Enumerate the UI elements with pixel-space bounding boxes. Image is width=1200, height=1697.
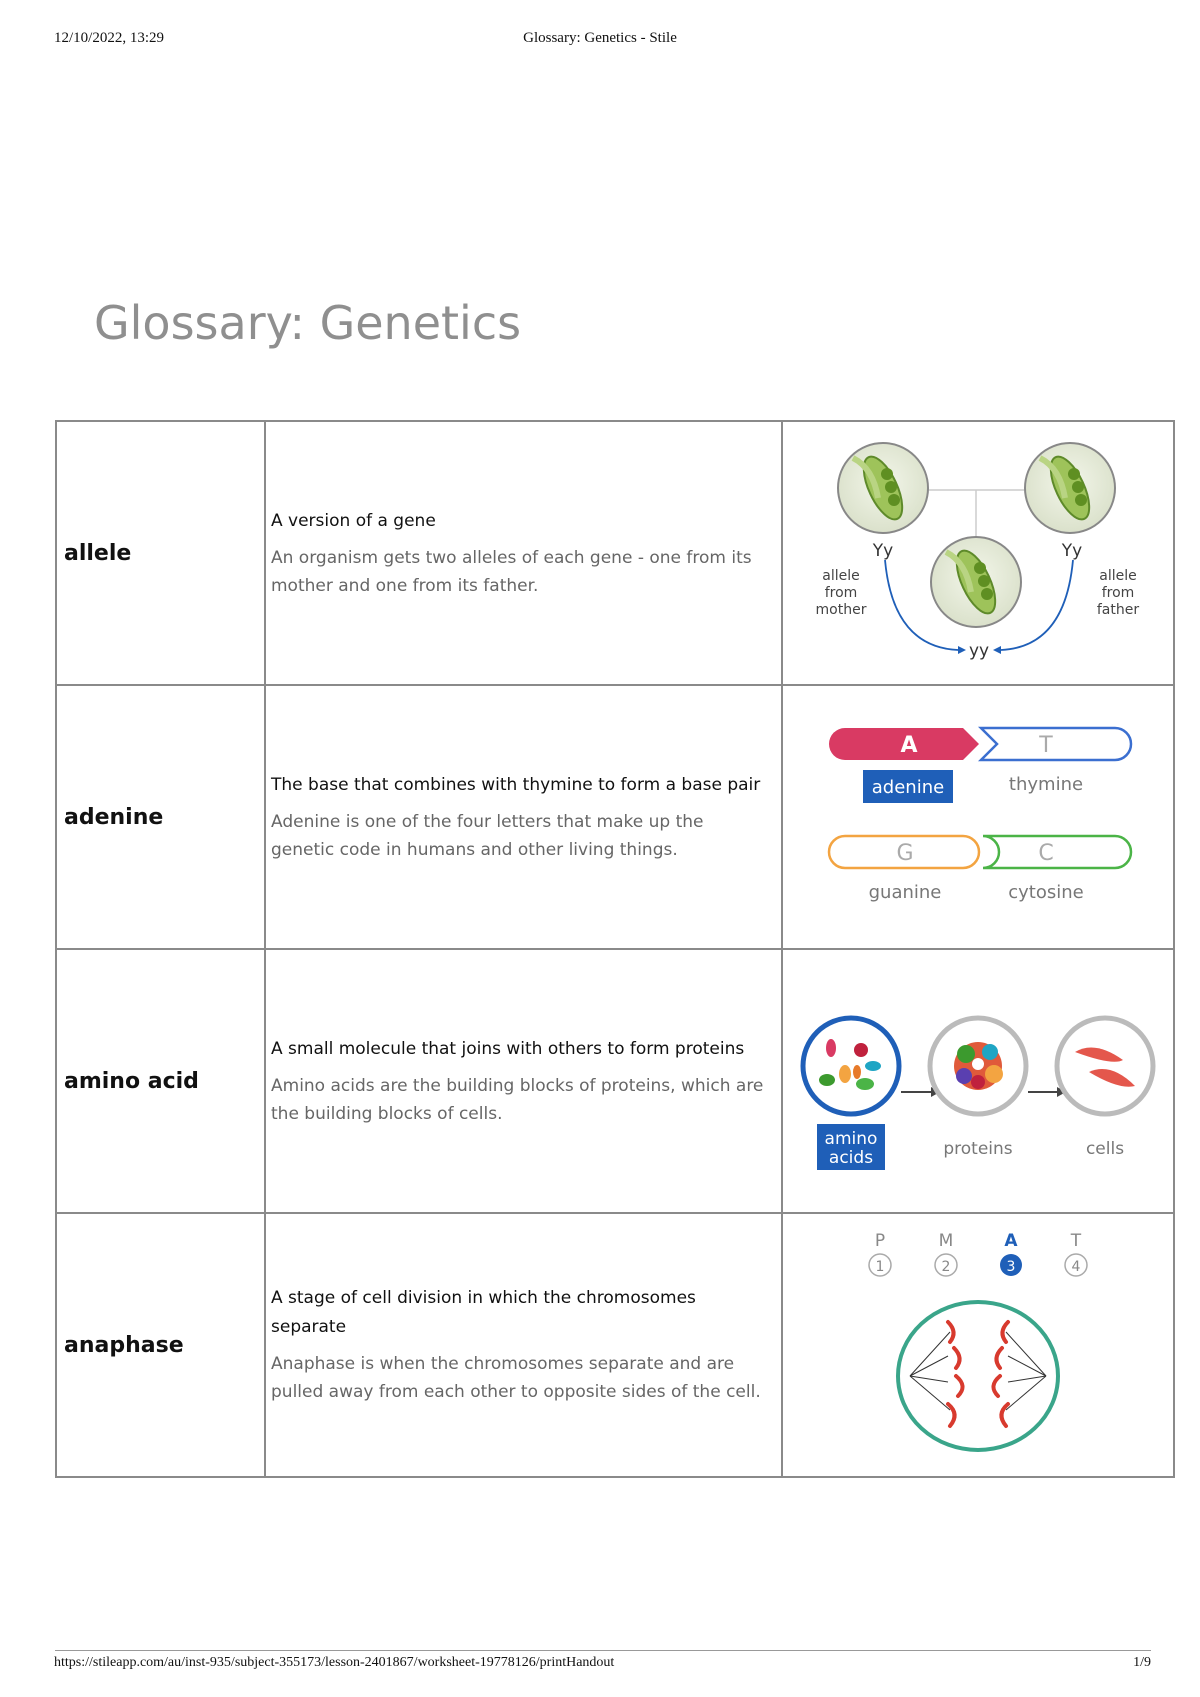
stage-letter: T — [1070, 1231, 1082, 1251]
allele-illustration — [782, 421, 1174, 685]
stage-number: 1 — [875, 1259, 885, 1275]
amino-acids-label: acids — [828, 1148, 874, 1168]
base-label: guanine — [868, 882, 942, 903]
base-label: thymine — [1008, 774, 1084, 795]
definition-text: A small molecule that joins with others to form proteins — [271, 1038, 745, 1059]
stage-indicator — [869, 1231, 1087, 1276]
stage-number: 3 — [1006, 1259, 1016, 1275]
definition-cell — [265, 685, 782, 949]
anaphase-diagram — [783, 1214, 1173, 1476]
footer-url: https://stileapp.com/au/inst-935/subject-355173/lesson-2401867/worksheet-19778126/printHandout — [54, 1655, 615, 1670]
father-label: allele — [1099, 568, 1137, 584]
explanation-text: An organism gets two alleles of each gene - one from its mother and one from its father. — [271, 547, 752, 596]
definition-text: A version of a gene — [271, 510, 436, 531]
genotype-label: Yy — [872, 541, 894, 561]
cytosine-shape — [983, 836, 1131, 868]
genotype-label: Yy — [1061, 541, 1083, 561]
amino-acid-diagram — [783, 950, 1173, 1212]
print-page-title: Glossary: Genetics - Stile — [523, 30, 677, 46]
stage-letter: P — [874, 1231, 886, 1251]
explanation-text: Anaphase is when the chromosomes separate and are pulled away from each other to opposite sides of the cell. — [271, 1354, 761, 1402]
mother-label: from — [824, 585, 858, 601]
amino-acids-label: amino — [824, 1129, 878, 1149]
protein-icon — [930, 1018, 1026, 1114]
term-label: adenine — [64, 804, 164, 830]
base-pair-diagram — [783, 686, 1173, 948]
definition-text: The base that combines with thymine to form a base pair — [271, 774, 761, 795]
page-title: Glossary: Genetics — [94, 296, 522, 350]
dividing-cell-icon — [898, 1302, 1058, 1450]
page-number: 1/9 — [1133, 1655, 1151, 1670]
base-label: adenine — [871, 777, 945, 798]
term-cell — [56, 1213, 265, 1477]
amino-acids-icon — [803, 1018, 899, 1114]
table-row — [56, 949, 1174, 1213]
explanation-text: Amino acids are the building blocks of proteins, which are the building blocks of cells. — [271, 1075, 764, 1124]
stage-letter: M — [938, 1231, 954, 1251]
mother-label: allele — [822, 568, 860, 584]
term-cell — [56, 685, 265, 949]
stage-letter: A — [1004, 1231, 1018, 1251]
base-pair-illustration — [782, 685, 1174, 949]
genotype-label: yy — [968, 641, 990, 661]
father-label: father — [1096, 602, 1140, 618]
explanation-text: Adenine is one of the four letters that make up the genetic code in humans and other living things. — [271, 811, 704, 860]
table-row — [56, 685, 1174, 949]
father-label: from — [1101, 585, 1135, 601]
mother-label: mother — [815, 602, 867, 618]
table-row — [56, 1213, 1174, 1477]
footer-divider — [55, 1650, 1151, 1651]
amino-acid-illustration — [782, 949, 1174, 1213]
cells-label: cells — [1085, 1139, 1125, 1159]
definition-cell — [265, 1213, 782, 1477]
term-cell — [56, 421, 265, 685]
base-letter: T — [1039, 733, 1053, 758]
anaphase-illustration — [782, 1213, 1174, 1477]
table-row — [56, 421, 1174, 685]
definition-cell — [265, 949, 782, 1213]
pea-pod-icon — [1025, 443, 1115, 533]
glossary-table — [55, 420, 1175, 1478]
term-cell — [56, 949, 265, 1213]
cells-icon — [1057, 1018, 1153, 1114]
term-label: anaphase — [64, 1332, 184, 1358]
stage-number: 2 — [941, 1259, 951, 1275]
definition-text: A stage of cell division in which the chromosomes separate — [271, 1288, 696, 1337]
stage-number: 4 — [1071, 1259, 1081, 1275]
base-letter: A — [900, 733, 918, 758]
proteins-label: proteins — [943, 1139, 1013, 1159]
print-datetime: 12/10/2022, 13:29 — [54, 30, 165, 46]
term-label: allele — [64, 540, 132, 566]
pea-pod-icon — [931, 537, 1021, 627]
base-label: cytosine — [1008, 882, 1084, 903]
base-letter: C — [1038, 841, 1054, 866]
definition-cell — [265, 421, 782, 685]
thymine-shape — [981, 728, 1131, 760]
base-letter: G — [896, 841, 914, 866]
term-label: amino acid — [64, 1068, 199, 1094]
pea-pod-icon — [838, 443, 928, 533]
allele-diagram — [783, 422, 1173, 684]
